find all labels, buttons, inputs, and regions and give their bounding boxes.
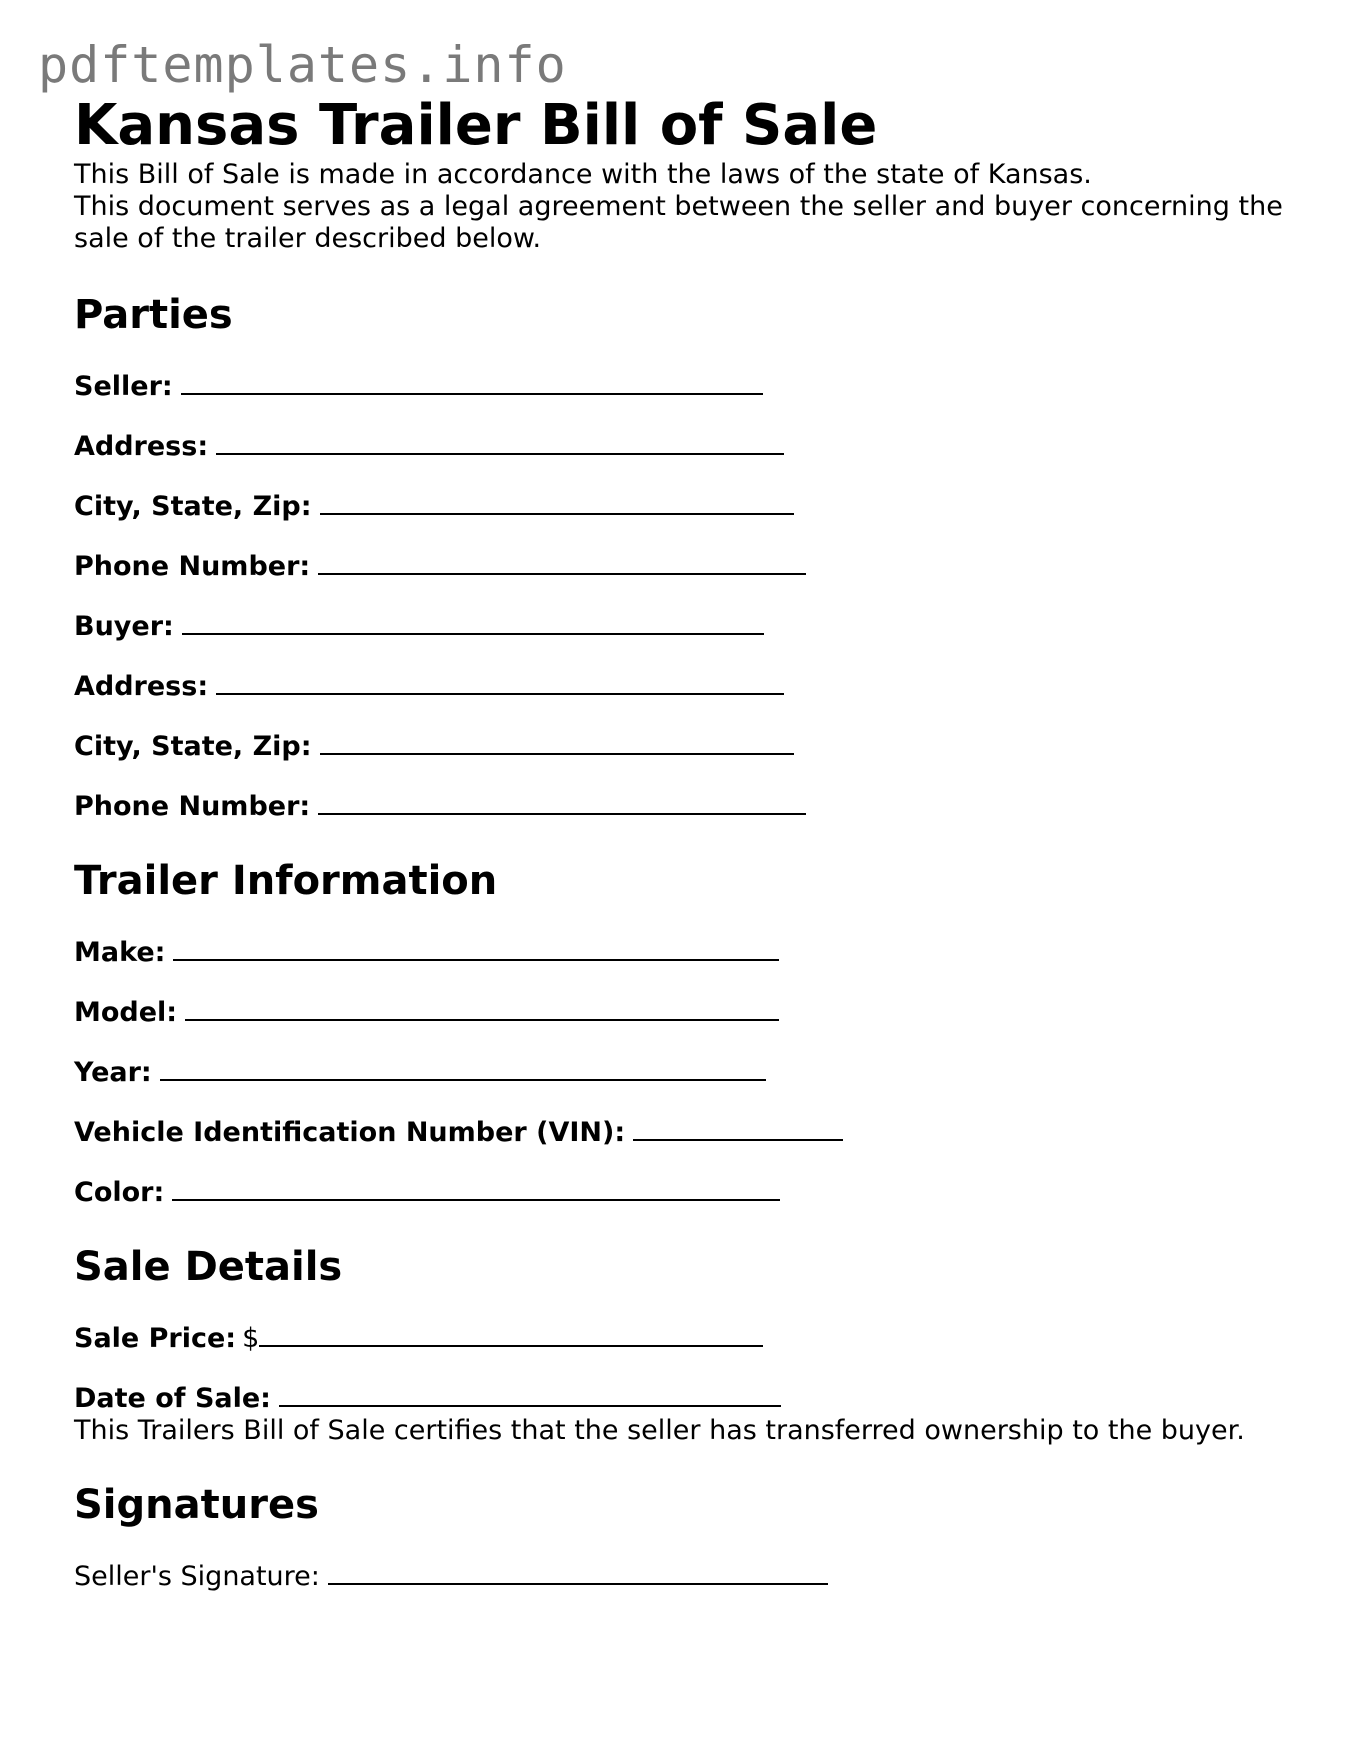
seller-city-label: City, State, Zip:: [74, 491, 312, 523]
seller-address-label: Address:: [74, 431, 209, 463]
signatures-heading: Signatures: [74, 1482, 319, 1529]
buyer-phone-field: [74, 789, 1294, 823]
sale-date-input-line[interactable]: [279, 1381, 781, 1407]
seller-signature-field: [74, 1559, 1294, 1593]
seller-address-field: [74, 429, 1294, 463]
year-input-line[interactable]: [160, 1055, 766, 1081]
seller-phone-label: Phone Number:: [74, 551, 311, 583]
sale-date-field: [74, 1381, 1294, 1415]
sale-price-input-line[interactable]: [259, 1321, 763, 1347]
seller-label: Seller:: [74, 371, 173, 403]
currency-symbol: $: [242, 1323, 260, 1355]
vin-input-line[interactable]: [633, 1115, 843, 1141]
model-input-line[interactable]: [185, 995, 779, 1021]
document-title: Kansas Trailer Bill of Sale: [74, 93, 878, 158]
color-input-line[interactable]: [172, 1175, 780, 1201]
make-field: [74, 935, 1294, 969]
seller-city-input-line[interactable]: [320, 489, 794, 515]
year-label: Year:: [74, 1057, 152, 1089]
color-label: Color:: [74, 1177, 165, 1209]
trailer-heading: Trailer Information: [74, 858, 498, 905]
document-page: [74, 92, 1294, 1593]
buyer-address-field: [74, 669, 1294, 703]
buyer-field: [74, 609, 1294, 643]
sale-date-label: Date of Sale:: [74, 1383, 271, 1415]
buyer-label: Buyer:: [74, 611, 174, 643]
buyer-phone-input-line[interactable]: [318, 789, 806, 815]
sale-heading: Sale Details: [74, 1244, 343, 1291]
buyer-phone-label: Phone Number:: [74, 791, 311, 823]
certification-text: This Trailers Bill of Sale certifies that the seller has transferred ownership to the buyer.: [74, 1415, 1245, 1447]
seller-signature-input-line[interactable]: [328, 1559, 828, 1585]
make-input-line[interactable]: [173, 935, 779, 961]
intro-paragraph-1: This Bill of Sale is made in accordance with the laws of the state of Kansas.: [74, 159, 1092, 191]
intro-paragraph-2: This document serves as a legal agreement between the seller and buyer concerning the sale of the trailer described below.: [74, 191, 1283, 255]
seller-city-field: [74, 489, 1294, 523]
sale-price-label: Sale Price:: [74, 1323, 237, 1355]
sale-price-field: [74, 1321, 1294, 1355]
vin-field: [74, 1115, 1294, 1149]
buyer-city-input-line[interactable]: [320, 729, 794, 755]
buyer-city-field: [74, 729, 1294, 763]
seller-field: [74, 369, 1294, 403]
seller-phone-field: [74, 549, 1294, 583]
vin-label: Vehicle Identification Number (VIN):: [74, 1117, 626, 1149]
seller-phone-input-line[interactable]: [318, 549, 806, 575]
buyer-city-label: City, State, Zip:: [74, 731, 312, 763]
watermark: pdftemplates.info: [38, 36, 567, 94]
seller-input-line[interactable]: [181, 369, 763, 395]
year-field: [74, 1055, 1294, 1089]
make-label: Make:: [74, 937, 166, 969]
color-field: [74, 1175, 1294, 1209]
buyer-address-label: Address:: [74, 671, 209, 703]
parties-heading: Parties: [74, 292, 233, 339]
model-field: [74, 995, 1294, 1029]
seller-signature-label: Seller's Signature:: [74, 1561, 320, 1593]
seller-address-input-line[interactable]: [216, 429, 784, 455]
buyer-input-line[interactable]: [182, 609, 764, 635]
model-label: Model:: [74, 997, 178, 1029]
buyer-address-input-line[interactable]: [216, 669, 784, 695]
